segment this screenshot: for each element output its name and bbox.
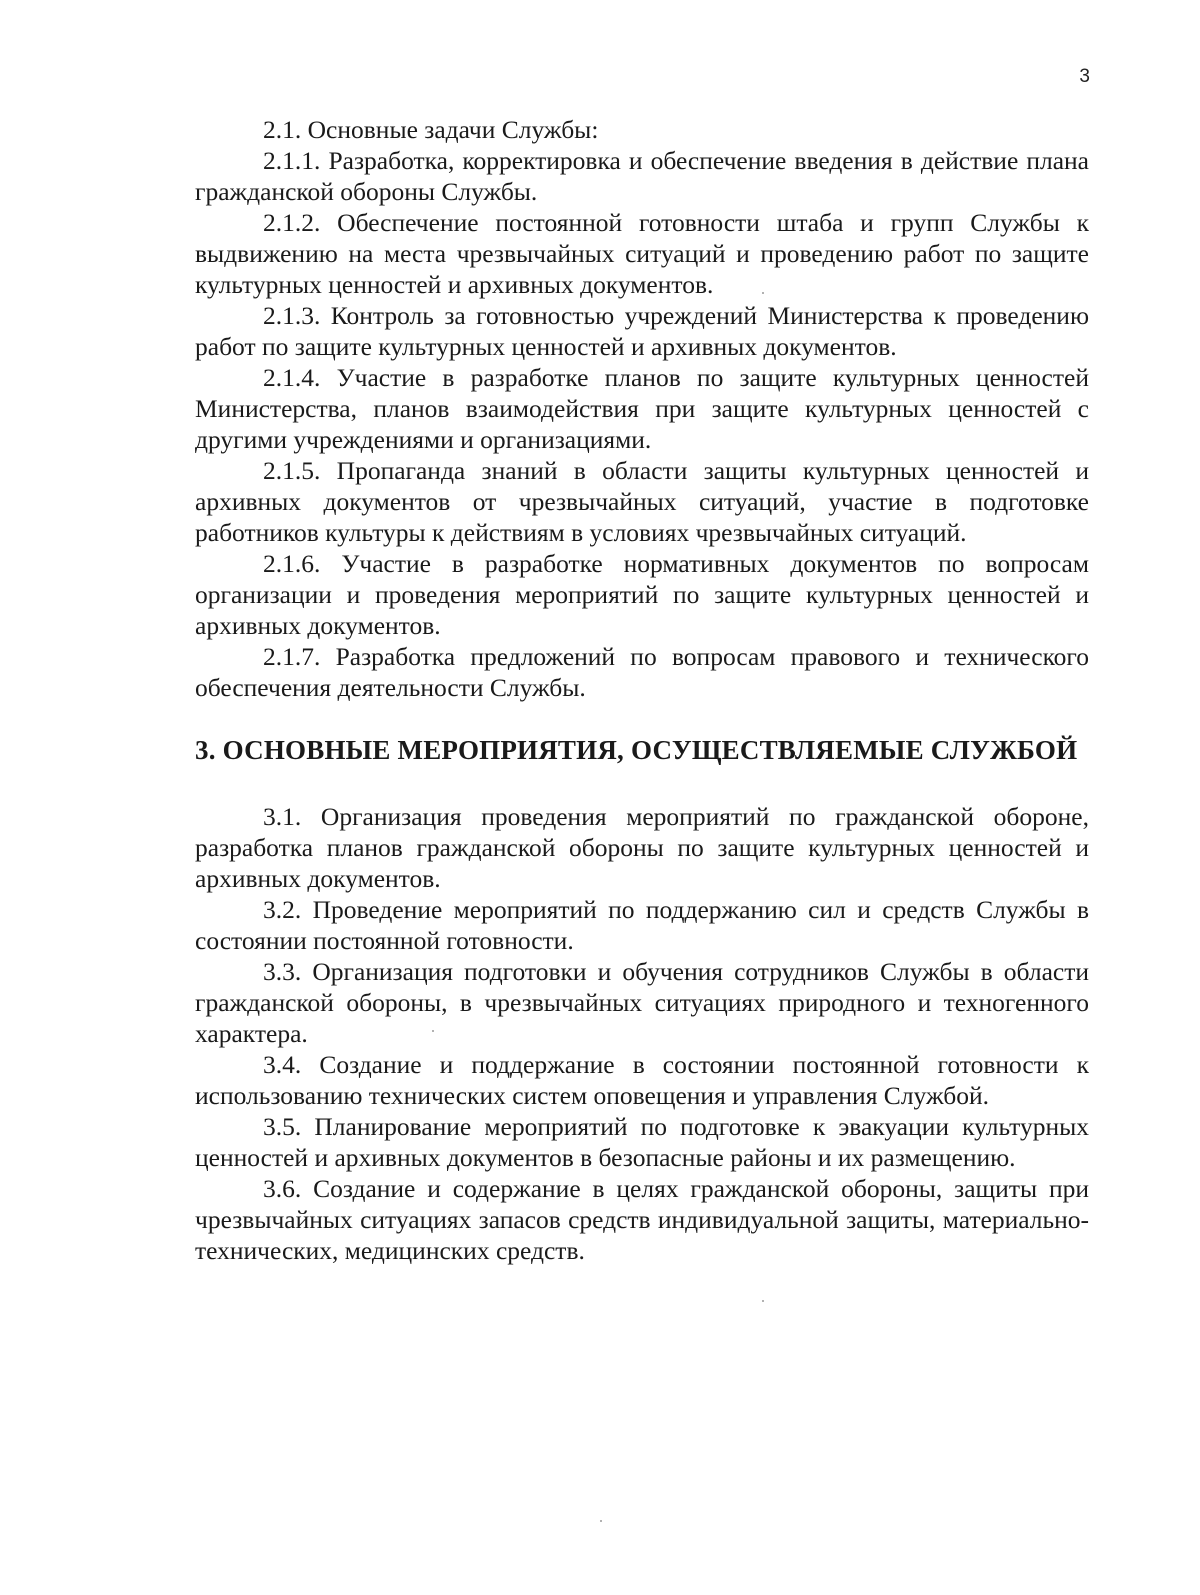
paragraph-3-4: 3.4. Создание и поддержание в состоянии постоянной готовности к использованию технических систем оповещения и управления Службой. (195, 1050, 1089, 1110)
section-3-heading: 3. ОСНОВНЫЕ МЕРОПРИЯТИЯ, ОСУЩЕСТВЛЯЕМЫЕ СЛУЖБОЙ (195, 735, 1078, 765)
scan-speck (432, 1030, 434, 1032)
paragraph-3-2: 3.2. Проведение мероприятий по поддержанию сил и средств Службы в состоянии постоянной готовности. (195, 895, 1089, 955)
paragraph-2-1-4: 2.1.4. Участие в разработке планов по защите культурных ценностей Министерства, планов взаимодействия при защите культурных ценностей с другими учреждениями и организациями. (195, 363, 1089, 454)
scan-speck (762, 292, 764, 294)
paragraph-2-1-6: 2.1.6. Участие в разработке нормативных документов по вопросам организации и проведения мероприятий по защите культурных ценностей и архивных документов. (195, 549, 1089, 640)
paragraph-2-1-3: 2.1.3. Контроль за готовностью учреждений Министерства к проведению работ по защите культурных ценностей и архивных документов. (195, 301, 1089, 361)
paragraph-2-1-7: 2.1.7. Разработка предложений по вопросам правового и технического обеспечения деятельности Службы. (195, 642, 1089, 702)
paragraph-2-1: 2.1. Основные задачи Службы: (263, 115, 599, 144)
paragraph-2-1-1: 2.1.1. Разработка, корректировка и обеспечение введения в действие плана гражданской обороны Службы. (195, 146, 1089, 206)
scan-speck (600, 1520, 602, 1522)
scan-speck (762, 1300, 764, 1302)
paragraph-3-5: 3.5. Планирование мероприятий по подготовке к эвакуации культурных ценностей и архивных документов в безопасные районы и их размещению. (195, 1112, 1089, 1172)
paragraph-3-3: 3.3. Организация подготовки и обучения сотрудников Службы в области гражданской обороны, в чрезвычайных ситуациях природного и техногенного характера. (195, 957, 1089, 1048)
paragraph-2-1-2: 2.1.2. Обеспечение постоянной готовности штаба и групп Службы к выдвижению на места чрезвычайных ситуаций и проведению работ по защите культурных ценностей и архивных документов. (195, 208, 1089, 299)
page-number: 3 (1079, 66, 1090, 87)
paragraph-3-6: 3.6. Создание и содержание в целях гражданской обороны, защиты при чрезвычайных ситуациях запасов средств индивидуальной защиты, материально-технических, медицинских средств. (195, 1174, 1089, 1265)
paragraph-3-1: 3.1. Организация проведения мероприятий по гражданской обороне, разработка планов гражданской обороны по защите культурных ценностей и архивных документов. (195, 802, 1089, 893)
document-body (195, 114, 1089, 1266)
paragraph-2-1-5: 2.1.5. Пропаганда знаний в области защиты культурных ценностей и архивных документов от чрезвычайных ситуаций, участие в подготовке работников культуры к действиям в условиях чрезвычайных ситуаций. (195, 456, 1089, 547)
